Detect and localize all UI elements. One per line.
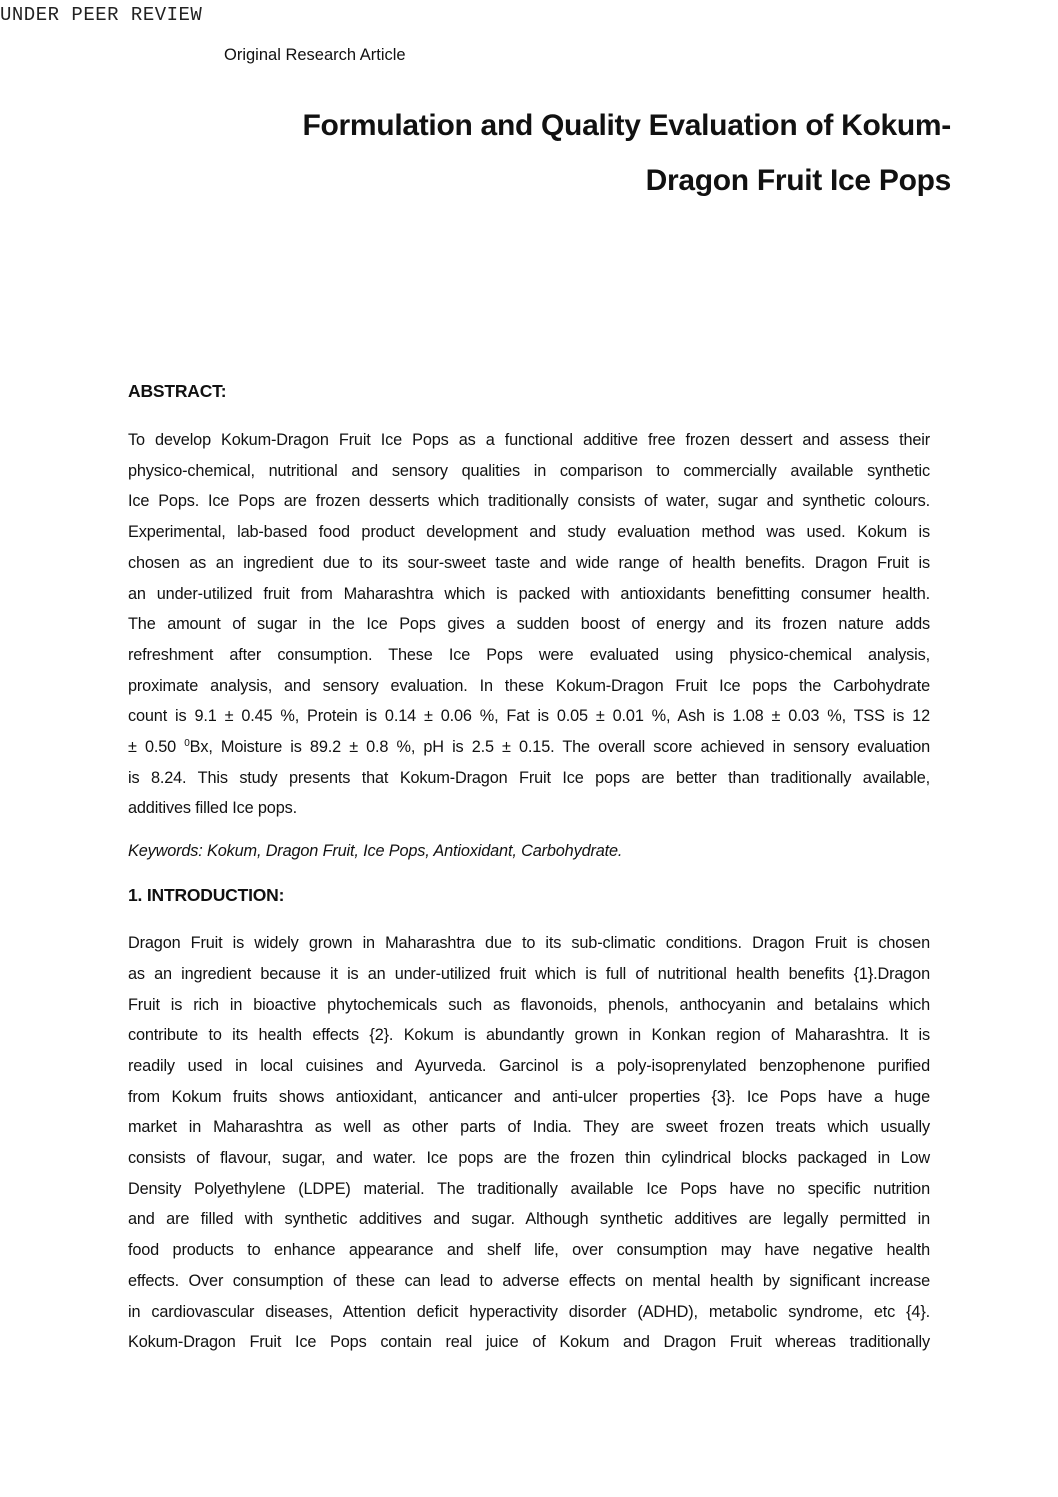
introduction-line: in cardiovascular diseases, Attention deficit hyperactivity disorder (ADHD), metabolic syndrome, etc {4}. (128, 1302, 930, 1321)
abstract-line: is 8.24. This study presents that Kokum-Dragon Fruit Ice pops are better than traditionally available, (128, 768, 930, 787)
introduction-line: food products to enhance appearance and shelf life, over consumption may have negative health (128, 1241, 930, 1260)
abstract-line: additives filled Ice pops. (128, 799, 297, 818)
abstract-line-with-superscript (128, 732, 930, 763)
introduction-line: readily used in local cuisines and Ayurveda. Garcinol is a poly-isoprenylated benzophenone purified (128, 1056, 930, 1075)
article-type-label: Original Research Article (224, 46, 406, 64)
paper-title (200, 98, 951, 208)
introduction-line: Density Polyethylene (LDPE) material. The traditionally available Ice Pops have no specific nutrition (128, 1179, 930, 1198)
introduction-line: effects. Over consumption of these can lead to adverse effects on mental health by significant increase (128, 1271, 930, 1290)
introduction-line: consists of flavour, sugar, and water. Ice pops are the frozen thin cylindrical blocks packaged in Low (128, 1149, 930, 1168)
abstract-line: Experimental, lab-based food product development and study evaluation method was used. Kokum is (128, 523, 930, 542)
paper-title-line-1: Formulation and Quality Evaluation of Kokum- (302, 109, 951, 142)
under-review-watermark: UNDER PEER REVIEW (0, 4, 203, 26)
introduction-line: as an ingredient because it is an under-utilized fruit which is full of nutritional health benefits {1}.Dragon (128, 964, 930, 983)
introduction-line: and are filled with synthetic additives and sugar. Although synthetic additives are legally permitted in (128, 1210, 930, 1229)
introduction-line: contribute to its health effects {2}. Kokum is abundantly grown in Konkan region of Maharashtra. It is (128, 1026, 930, 1045)
introduction-line: Dragon Fruit is widely grown in Maharashtra due to its sub-climatic conditions. Dragon Fruit is chosen (128, 934, 930, 953)
introduction-line: Fruit is rich in bioactive phytochemicals such as flavonoids, phenols, anthocyanin and betalains which (128, 995, 930, 1014)
introduction-line: market in Maharashtra as well as other parts of India. They are sweet frozen treats which usually (128, 1118, 930, 1137)
abstract-line: To develop Kokum-Dragon Fruit Ice Pops as a functional additive free frozen dessert and assess their (128, 431, 930, 449)
abstract-line: an under-utilized fruit from Maharashtra which is packed with antioxidants benefitting consumer health. (128, 584, 930, 603)
abstract-line: Ice Pops. Ice Pops are frozen desserts which traditionally consists of water, sugar and synthetic colours. (128, 492, 930, 511)
introduction-paragraph (128, 928, 930, 1358)
abstract-line: refreshment after consumption. These Ice Pops were evaluated using physico-chemical analysis, (128, 645, 930, 664)
degree-superscript: 0 (184, 738, 190, 750)
keywords: Keywords: Kokum, Dragon Fruit, Ice Pops, Antioxidant, Carbohydrate. (128, 842, 623, 861)
introduction-heading: 1. INTRODUCTION: (128, 885, 285, 906)
abstract-line: physico-chemical, nutritional and sensory qualities in comparison to commercially available synthetic (128, 461, 930, 480)
abstract-line: count is 9.1 ± 0.45 %, Protein is 0.14 ± 0.06 %, Fat is 0.05 ± 0.01 %, Ash is 1.08 ± 0.03 %, TSS is 12 (128, 707, 930, 726)
introduction-line: from Kokum fruits shows antioxidant, anticancer and anti-ulcer properties {3}. Ice Pops have a huge (128, 1087, 930, 1106)
abstract-paragraph (128, 425, 930, 824)
abstract-heading: ABSTRACT: (128, 381, 227, 401)
abstract-text: Bx, Moisture is 89.2 ± 0.8 %, pH is 2.5 ± 0.15. The overall score achieved in sensory evaluation (189, 738, 930, 757)
abstract-line: The amount of sugar in the Ice Pops gives a sudden boost of energy and its frozen nature adds (128, 615, 930, 634)
abstract-line: chosen as an ingredient due to its sour-sweet taste and wide range of health benefits. Dragon Fruit is (128, 553, 930, 572)
abstract-text: ± 0.50 (128, 738, 185, 757)
abstract-line: proximate analysis, and sensory evaluation. In these Kokum-Dragon Fruit Ice pops the Carbohydrate (128, 676, 930, 695)
introduction-line: Kokum-Dragon Fruit Ice Pops contain real juice of Kokum and Dragon Fruit whereas traditionally (128, 1333, 930, 1352)
paper-title-line-2: Dragon Fruit Ice Pops (645, 164, 951, 197)
paper-body (128, 378, 930, 1358)
